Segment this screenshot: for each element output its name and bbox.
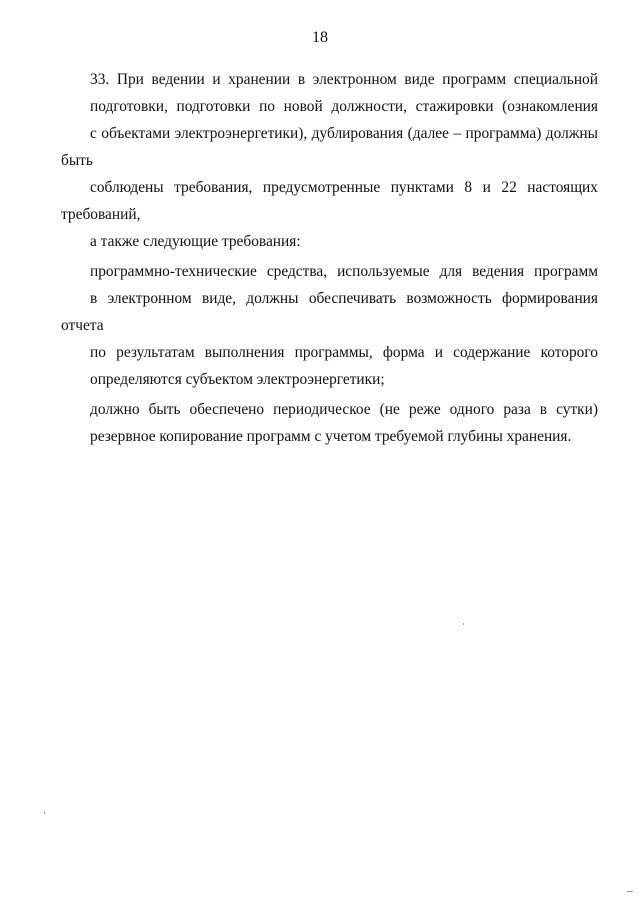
page-number: 18 (312, 29, 328, 46)
requirement-paragraph-backup (61, 396, 598, 450)
scan-speck (627, 891, 633, 892)
text-line: 33. При ведении и хранении в электронном виде программ специальной (90, 71, 598, 88)
text-line: должно быть обеспечено периодическое (не реже одного раза в сутки) (90, 401, 598, 418)
requirement-paragraph-software (61, 258, 598, 393)
text-line: резервное копирование программ с учетом требуемой глубины хранения. (90, 428, 572, 445)
scan-speck (44, 812, 45, 814)
text-line: программно-технические средства, используемые для ведения программ (90, 263, 598, 280)
text-line: соблюдены требования, предусмотренные пунктами 8 и 22 настоящих требований, (61, 179, 598, 223)
scan-speck (463, 623, 464, 625)
paragraph-33 (61, 66, 598, 255)
text-line: определяются субъектом электроэнергетики; (90, 371, 385, 388)
text-line: в электронном виде, должны обеспечивать возможность формирования отчета (61, 290, 598, 334)
document-body (61, 66, 598, 450)
text-line: с объектами электроэнергетики), дублирования (далее – программа) должны быть (61, 125, 598, 169)
text-line: по результатам выполнения программы, форма и содержание которого (90, 344, 598, 361)
text-line: подготовки, подготовки по новой должности, стажировки (ознакомления (90, 98, 598, 115)
text-line: а также следующие требования: (90, 233, 301, 250)
